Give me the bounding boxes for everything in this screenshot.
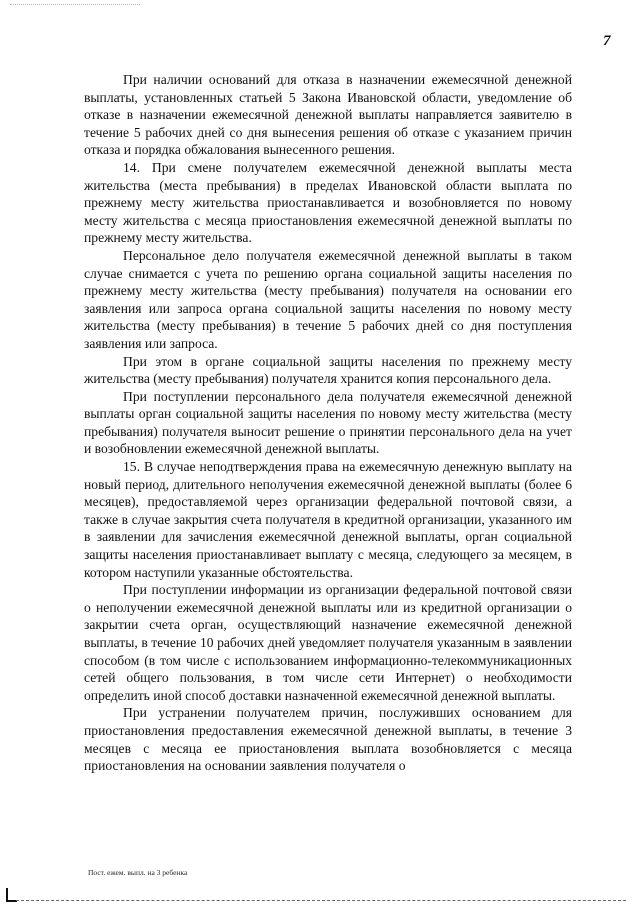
paragraph-file-acceptance: При поступлении персонального дела получателя ежемесячной денежной выплаты орган социальной защиты населения по новому месту жительства (месту пребывания) получателя выносит решение о принятии персонального дела на учет и возобновлении ежемесячной денежной выплаты. bbox=[84, 388, 572, 457]
paragraph-resumption: При устранении получателем причин, послуживших основанием для приостановления предоставления ежемесячной денежной выплаты, в течение 3 месяцев с месяца ее приостановления выплата возобновляется с месяца приостановления на основании заявления получателя о bbox=[84, 705, 572, 774]
footer-note: Пост. ежем. выпл. на 3 ребенка bbox=[88, 868, 188, 877]
document-body bbox=[84, 71, 572, 775]
scan-artifact-top bbox=[10, 4, 140, 11]
paragraph-postal-notice: При поступлении информации из организации федеральной почтовой связи о неполучении ежемесячной денежной выплаты или из кредитной организации о закрытии счета орган, осуществляющий назначение ежемесячной денежной выплаты, в течение 10 рабочих дней уведомляет получателя указанным в заявлении способом (в том числе с использованием информационно-телекоммуникационных сетей общего пользования, в том числе сети Интернет) о необходимости определить иной способ доставки назначенной ежемесячной денежной выплаты. bbox=[84, 582, 572, 703]
paragraph-personal-file-removal: Персональное дело получателя ежемесячной денежной выплаты в таком случае снимается с учета по решению органа социальной защиты населения по прежнему месту жительства (месту пребывания) получателя на основании его заявления или запроса органа социальной защиты населения по новому месту жительства (месту пребывания) в течение 5 рабочих дней со дня поступления заявления или запроса. bbox=[84, 247, 572, 351]
paragraph-refusal-notice: При наличии оснований для отказа в назначении ежемесячной денежной выплаты, установленных статьей 5 Закона Ивановской области, уведомление об отказе в назначении ежемесячной денежной выплаты направляется заявителю в течение 5 рабочих дней со дня вынесения решения об отказе с указанием причин отказа и порядка обжалования вынесенного решения. bbox=[84, 72, 572, 158]
paragraph-14-change-of-residence: 14. При смене получателем ежемесячной денежной выплаты места жительства (места пребывания) в пределах Ивановской области выплата по прежнему месту жительства приостанавливается и возобновляется по новому месту жительства с месяца приостановления ежемесячной денежной выплаты по прежнему месту жительства. bbox=[84, 159, 572, 246]
scan-bottom-edge bbox=[16, 900, 626, 901]
paragraph-file-copy-retention: При этом в органе социальной защиты населения по прежнему месту жительства (месту пребывания) получателя хранится копия персонального дела. bbox=[84, 353, 572, 387]
paragraph-15-suspension: 15. В случае неподтверждения права на ежемесячную денежную выплату на новый период, длительного неполучения ежемесячной денежной выплаты (более 6 месяцев), предоставляемой через организации федеральной почтовой связи, а также в случае закрытия счета получателя в кредитной организации, указанного им в заявлении для зачисления ежемесячной денежной выплаты, орган социальной защиты населения приостанавливает выплату с месяца, следующего за месяцем, в котором наступили указанные обстоятельства. bbox=[84, 459, 572, 580]
page-number: 7 bbox=[603, 33, 611, 49]
